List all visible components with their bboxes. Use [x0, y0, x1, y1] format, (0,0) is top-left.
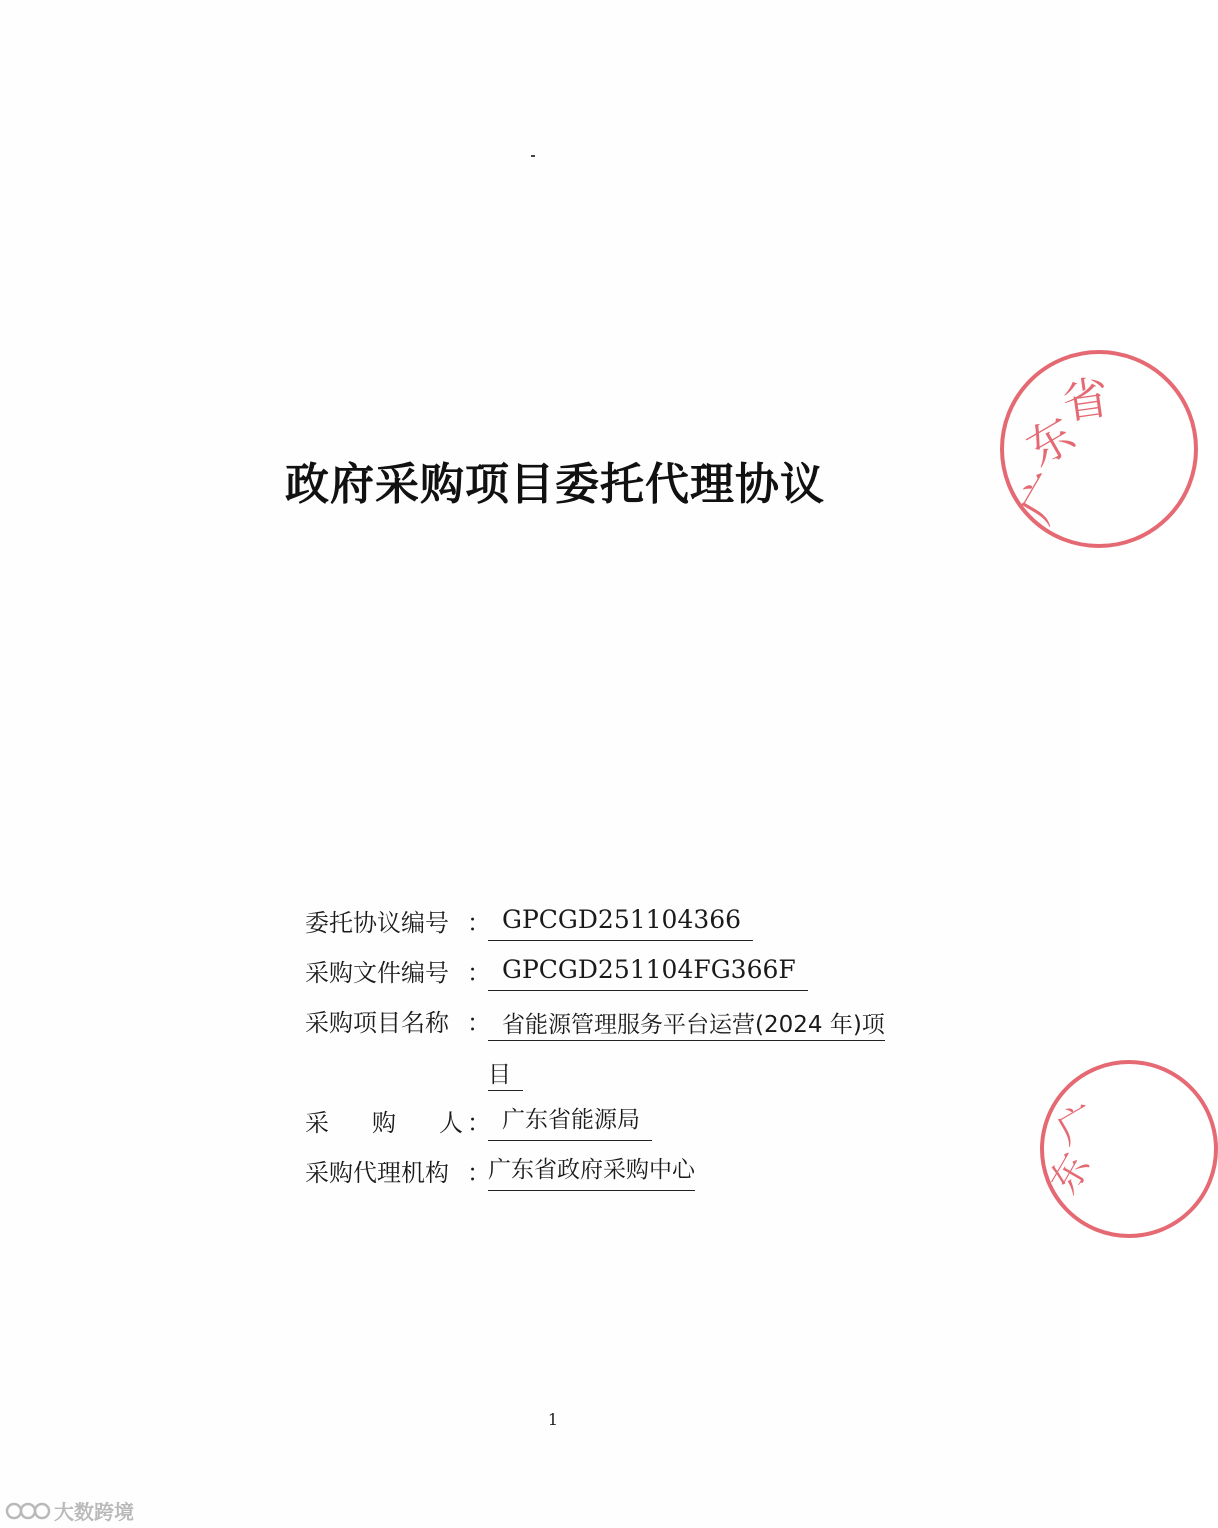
agreement-no-value: GPCGD251104366 — [488, 900, 753, 941]
agency-value: 广东省政府采购中心 — [488, 1150, 695, 1191]
project-name-label: 采购项目名称 — [305, 1009, 449, 1037]
scan-speck — [531, 155, 535, 157]
agreement-no-colon: ： — [467, 909, 491, 937]
seal-char: 东 — [1017, 406, 1084, 477]
file-no-colon: ： — [467, 959, 491, 987]
project-name-value — [488, 1000, 908, 1100]
purchaser-label-char: 人 — [439, 1109, 463, 1137]
purchaser-label-char: 购 — [372, 1109, 396, 1137]
seal-char: 省 — [1058, 370, 1112, 430]
purchaser-label-char: 采 — [305, 1109, 329, 1137]
agency-row — [305, 1150, 945, 1200]
agreement-fields — [305, 900, 945, 1200]
file-no-value: GPCGD251104FG366F — [488, 950, 808, 991]
project-name-colon: ： — [467, 1009, 491, 1037]
official-seal-top — [1000, 350, 1198, 548]
watermark-logo-icon — [6, 1500, 50, 1522]
seal-char: 东 — [1041, 1145, 1099, 1201]
document-title: 政府采购项目委托代理协议 — [285, 459, 825, 510]
official-seal-bottom — [1040, 1060, 1218, 1238]
seal-char: 广 — [1049, 1095, 1105, 1154]
page-number: 1 — [547, 1410, 559, 1429]
watermark — [6, 1496, 134, 1525]
watermark-text: 大数跨境 — [54, 1500, 134, 1524]
purchaser-value: 广东省能源局 — [488, 1100, 652, 1141]
purchaser-row — [305, 1100, 945, 1150]
purchaser-label — [305, 1100, 463, 1146]
project-name-row — [305, 1000, 945, 1100]
file-no-label: 采购文件编号 — [305, 959, 449, 987]
project-name-line2: 目 — [488, 1062, 523, 1091]
project-name-line1: 省能源管理服务平台运营(2024 年)项 — [488, 1012, 885, 1041]
agreement-no-row — [305, 900, 945, 950]
file-no-row — [305, 950, 945, 1000]
agency-label: 采购代理机构 — [305, 1159, 449, 1187]
seal-char: 广 — [1008, 465, 1079, 532]
agreement-no-label: 委托协议编号 — [305, 909, 449, 937]
purchaser-colon: ： — [467, 1109, 491, 1137]
agency-colon: ： — [467, 1159, 491, 1187]
